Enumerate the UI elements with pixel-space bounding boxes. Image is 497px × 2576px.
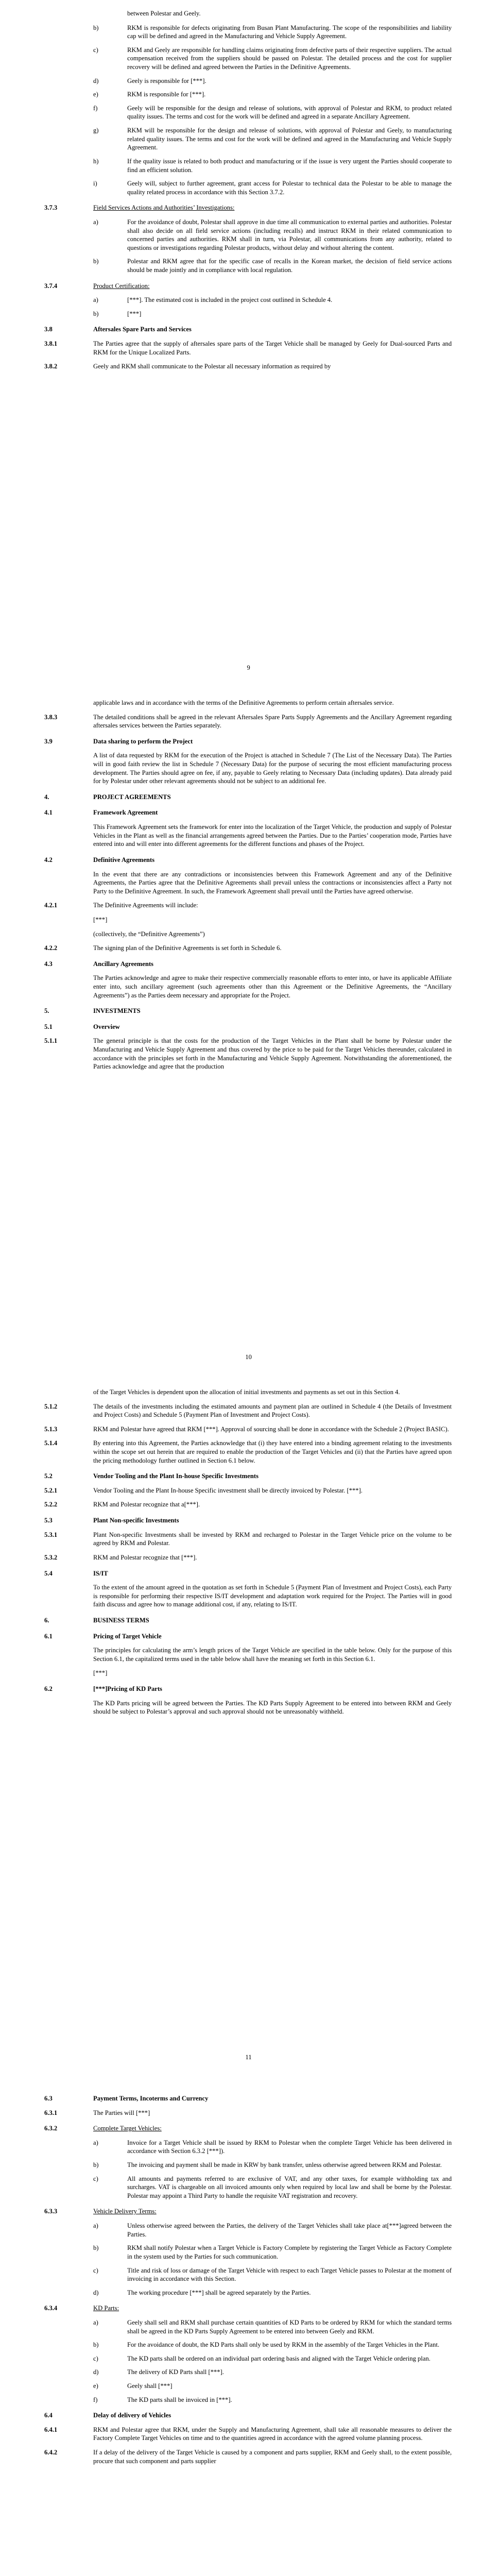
numbered-paragraph (0, 1531, 497, 1548)
list-item (93, 218, 452, 252)
section-number: 3.7.4 (44, 282, 58, 290)
paragraph-number: 5.1.1 (44, 1037, 58, 1045)
list-item (93, 126, 452, 152)
list-item (93, 296, 452, 304)
paragraph-text: The details of the investments including the estimated amounts and payment plan are outlined in Schedule 4 (the Details of Investment and Project Costs) and Schedule 5 (Payment Plan of Investment and Project Costs). (93, 1402, 452, 1419)
list-item-label: h) (93, 157, 99, 165)
paragraph-number: 5.3.2 (44, 1553, 58, 1561)
list-item-text: Polestar and RKM agree that for the specific case of recalls in the Korean market, the decision of field service actions should be made jointly and in compliance with local regulation. (127, 258, 452, 274)
numbered-paragraph (0, 362, 497, 371)
numbered-paragraph (0, 1486, 497, 1495)
continued-text (0, 1388, 497, 1397)
list-item-text: Title and risk of loss or damage of the Target Vehicle with respect to each Target Vehicle passes to Polestar at the moment of invoicing in accordance with this Section. (127, 2266, 452, 2283)
list-item-text: The KD parts shall be invoiced in [***]. (127, 2396, 232, 2403)
section-heading (0, 737, 497, 746)
paragraph-text: RKM and Polestar agree that RKM, under the Supply and Manufacturing Agreement, shall take all reasonable measures to deliver the Factory Complete Target Vehicles on time and to the quantities agreed in accordance with the agreed volume planning process. (93, 2426, 452, 2442)
numbered-paragraph (0, 1037, 497, 1071)
list-item (93, 77, 452, 86)
list-item (93, 310, 452, 318)
paragraph-text: applicable laws and in accordance with the terms of the Definitive Agreements to perform certain aftersales service. (93, 699, 394, 706)
list-item-label: e) (93, 2382, 98, 2390)
page-content (0, 9, 497, 377)
document-page-10 (0, 689, 497, 1379)
section-heading (0, 2207, 497, 2216)
paragraph-text: The signing plan of the Definitive Agreements is set forth in Schedule 6. (93, 944, 282, 952)
section-number: 6.3.3 (44, 2208, 58, 2215)
paragraph-number: 5.3.1 (44, 1531, 58, 1538)
paragraph-number: 5.1.3 (44, 1425, 58, 1433)
list-item-label: b) (93, 2244, 99, 2252)
section-title: Plant Non-specific Investments (93, 1517, 179, 1524)
paragraph-text: Geely and RKM shall communicate to the Polestar all necessary information as required by (93, 363, 331, 370)
list-item-label: a) (93, 296, 98, 304)
document-page-12 (0, 2078, 497, 2576)
section-heading (0, 793, 497, 802)
section-number: 6.3 (44, 2095, 53, 2102)
section-title: Ancillary Agreements (93, 960, 153, 968)
list-item-label: i) (93, 180, 97, 188)
paragraph-text: The Parties agree that the supply of aftersales spare parts of the Target Vehicle shall be managed by Geely for Dual-sourced Parts and RKM for the Unique Localized Parts. (93, 340, 452, 356)
list-item-text: RKM and Geely are responsible for handling claims originating from defective parts of their respective suppliers. The actual compensation received from the suppliers should be passed on Polestar. The detailed process and the cost for supplier recovery will be defined and agreed between the Parties in the Definitive Agreements. (127, 46, 452, 71)
section-heading (0, 2304, 497, 2313)
section-number: 6.3.2 (44, 2125, 58, 2132)
list-item (93, 2244, 452, 2261)
numbered-paragraph (0, 1402, 497, 1419)
paragraph-text: Plant Non-specific Investments shall be invested by RKM and recharged to Polestar in the Target Vehicle price on the volume to be agreed by RKM and Polestar. (93, 1531, 452, 1547)
paragraph (0, 1646, 497, 1663)
list-item (93, 157, 452, 174)
document-page-9 (0, 0, 497, 689)
section-heading (0, 282, 497, 291)
numbered-paragraph (0, 340, 497, 357)
list-item-label: c) (93, 2175, 98, 2182)
numbered-paragraph (0, 1425, 497, 1434)
list-item-label: a) (93, 2318, 98, 2326)
list-item-text: Unless otherwise agreed between the Parties, the delivery of the Target Vehicles shall take place at[***]agreed between the Parties. (127, 2222, 452, 2238)
section-heading (0, 325, 497, 334)
paragraph (0, 1669, 497, 1677)
list-item-text: For the avoidance of doubt, Polestar shall approve in due time all communication to external parties and authorities. Polestar shall also decide on all field service actions (including recalls) and instruct RKM in their related communication to concerned parties and authorities. RKM shall in turn, via Polestar, all communications from any authority, related to questions or investigations regarding Polestar products, without delay and without altering the content. (127, 218, 452, 251)
section-heading (0, 960, 497, 969)
section-heading (0, 856, 497, 865)
section-title: Pricing of Target Vehicle (93, 1632, 162, 1640)
paragraph-number: 6.4.1 (44, 2426, 58, 2433)
list-item-text: Geely shall sell and RKM shall purchase certain quantities of KD Parts to be ordered by RKM for which the standard terms shall be agreed in the KD Parts Supply Agreement to be entered into between Geely and RKM. (127, 2318, 452, 2335)
list-item-label: f) (93, 2396, 98, 2403)
list-item (93, 2341, 452, 2349)
paragraph-text: Vendor Tooling and the Plant In-house Specific investment shall be directly invoiced by Polestar. [***]. (93, 1486, 363, 1494)
paragraph-text: If a delay of the delivery of the Target Vehicle is caused by a component and parts supplier, RKM and Geely shall, to the extent possible, procure that such component and parts supplier (93, 2449, 452, 2465)
list-item-label: f) (93, 104, 98, 112)
section-heading (0, 1685, 497, 1693)
paragraph (0, 974, 497, 999)
continued-text (0, 699, 497, 707)
section-title: KD Parts: (93, 2304, 119, 2312)
paragraph-text: By entering into this Agreement, the Parties acknowledge that (i) they have entered into a binding agreement relating to the investments within the scope set out herein that are required to enable the production of the Target Vehicles and (ii) that the Parties have agreed upon the pricing methodology further outlined in Section 6.1 below. (93, 1439, 452, 1464)
list-item (93, 24, 452, 41)
document-page-11 (0, 1379, 497, 2078)
paragraph-text: This Framework Agreement sets the framework for enter into the localization of the Target Vehicle, the production and supply of Polestar Vehicles in the Plant as well as the financial arrangements agreed between the Parties. Due to the Parties’ cooperation mode, Parties have entered into and will enter into different agreements for the different functions and phases of the Project. (93, 823, 452, 848)
section-number: 3.9 (44, 737, 53, 745)
list-item-label: c) (93, 2266, 98, 2274)
paragraph (0, 916, 497, 924)
page-content (0, 1388, 497, 1722)
section-number: 4.3 (44, 960, 53, 968)
list-item-label: b) (93, 24, 99, 31)
list-item-label: d) (93, 2368, 99, 2376)
numbered-paragraph (0, 713, 497, 730)
list-item (93, 2354, 452, 2363)
section-heading (0, 1023, 497, 1031)
list-item-text: RKM is responsible for defects originating from Busan Plant Manufacturing. The scope of the responsibilities and liability cap will be defined and agreed in the Manufacturing and Vehicle Supply Agreement. (127, 24, 452, 40)
list-item-label: a) (93, 2222, 98, 2230)
section-title: Vehicle Delivery Terms: (93, 2208, 157, 2215)
section-title: Definitive Agreements (93, 856, 155, 863)
section-heading (0, 1007, 497, 1015)
list-item-label: e) (93, 91, 98, 98)
section-heading (0, 1516, 497, 1525)
section-title: Payment Terms, Incoterms and Currency (93, 2095, 209, 2102)
list-item-text: RKM will be responsible for the design and release of solutions, with approval of Polestar and Geely, to manufacturing related quality issues. The terms and cost for the work will be defined and agreed in the Manufacturing and Vehicle Supply Agreement. (127, 127, 452, 151)
section-title: IS/IT (93, 1569, 108, 1577)
numbered-paragraph (0, 2109, 497, 2117)
numbered-paragraph (0, 944, 497, 953)
section-heading (0, 2124, 497, 2133)
section-title: Field Services Actions and Authorities’ Investigations: (93, 204, 235, 212)
paragraph-number: 4.2.1 (44, 902, 58, 909)
list-item (93, 2382, 452, 2391)
paragraph-text: (collectively, the “Definitive Agreements”) (93, 930, 205, 938)
section-title: Vendor Tooling and the Plant In-house Specific Investments (93, 1472, 259, 1480)
numbered-paragraph (0, 1500, 497, 1509)
list-item-text: Geely will, subject to further agreement, grant access for Polestar to technical data the Polestar to be able to manage the quality related process in accordance with this Section 3.7.2. (127, 180, 452, 196)
paragraph-number: 5.1.2 (44, 1402, 58, 1410)
paragraph-text: In the event that there are any contradictions or inconsistencies between this Framework Agreement and any of the Definitive Agreements, the Parties agree that the Definitive Agreements shall prevail unless the contractions or inconsistencies affect a Party not Party to the Definitive Agreement. In such, the Framework Agreement shall prevail until the Parties have agreed otherwise. (93, 870, 452, 895)
list-item-text: The delivery of KD Parts shall [***]. (127, 2368, 224, 2376)
list-item-label: d) (93, 2289, 99, 2296)
paragraph (0, 870, 497, 896)
list-item (93, 104, 452, 121)
section-title: Overview (93, 1023, 120, 1030)
paragraph-number: 3.8.1 (44, 340, 58, 348)
section-heading (0, 1472, 497, 1481)
section-number: 6.1 (44, 1632, 53, 1640)
section-number: 5.2 (44, 1472, 53, 1480)
section-heading (0, 808, 497, 817)
paragraph-text: RKM and Polestar recognize that a[***]. (93, 1501, 200, 1509)
section-title: Framework Agreement (93, 809, 158, 817)
list-item (93, 2396, 452, 2404)
page-number: 9 (247, 664, 250, 671)
section-number: 5.3 (44, 1517, 53, 1524)
list-item (93, 2289, 452, 2297)
section-number: 4. (44, 793, 49, 801)
paragraph-number: 5.2.2 (44, 1501, 58, 1509)
numbered-paragraph (0, 2426, 497, 2443)
section-number: 4.1 (44, 809, 53, 817)
paragraph-text: A list of data requested by RKM for the execution of the Project is attached in Schedule 7 (The List of the Necessary Data). The Parties will in good faith review the list in Schedule 7 (Necessary Data) for the purpose of securing the most efficient manufacturing process development. The Parties should agree on fee, if any, payable to Geely relating to Necessary Data (including updates). Data already paid for by Polestar under other relevant agreements should not be subject to an additional fee. (93, 752, 452, 785)
paragraph-number: 5.1.4 (44, 1439, 58, 1447)
paragraph-text: [***] (93, 916, 108, 923)
paragraph-text: RKM and Polestar recognize that [***]. (93, 1553, 197, 1561)
paragraph-text: RKM and Polestar have agreed that RKM [***]. Approval of sourcing shall be done in accordance with the Schedule 2 (Project BASIC). (93, 1425, 449, 1433)
numbered-paragraph (0, 901, 497, 910)
list-item-text: Geely is responsible for [***]. (127, 77, 207, 84)
page-content (0, 2087, 497, 2471)
continued-text: between Polestar and Geely. (127, 10, 201, 17)
section-heading (0, 204, 497, 212)
list-item (93, 2368, 452, 2377)
section-title: INVESTMENTS (93, 1007, 141, 1015)
list-item-text: [***]. The estimated cost is included in the project cost outlined in Schedule 4. (127, 296, 333, 304)
list-item (93, 2222, 452, 2239)
paragraph (0, 1583, 497, 1609)
section-number: 6.4 (44, 2412, 53, 2419)
section-heading (0, 2411, 497, 2420)
list-item-text: For the avoidance of doubt, the KD Parts shall only be used by RKM in the assembly of the Target Vehicles in the Plant. (127, 2341, 439, 2349)
paragraph-text: To the extent of the amount agreed in the quotation as set forth in Schedule 5 (Payment Plan of Investment and Project Costs), each Party is responsible for performing their respective IS/IT development and adaptation work required for the Project. The Parties will in good faith discuss and agree how to manage additional cost, if any, relating to IS/IT. (93, 1584, 452, 1608)
list-item (93, 179, 452, 196)
numbered-paragraph (0, 2448, 497, 2465)
page-number: 10 (245, 1353, 252, 1361)
list-item-label: c) (93, 46, 98, 54)
page-content (0, 699, 497, 1077)
section-heading (0, 2094, 497, 2103)
numbered-paragraph (0, 1439, 497, 1465)
section-title: Aftersales Spare Parts and Services (93, 326, 192, 333)
paragraph-text: The general principle is that the costs for the production of the Target Vehicles in the Plant shall be borne by Polestar under the Manufacturing and Vehicle Supply Agreement and thus covered by the price to be paid for the Target Vehicles thereunder, calculated in accordance with the principles set forth in the Manufacturing and Vehicle Supply Agreement. Notwithstanding the aforementioned, the Parties acknowledge and agree that the production (93, 1037, 452, 1071)
paragraph (0, 823, 497, 849)
paragraph-text: The Definitive Agreements will include: (93, 902, 198, 909)
paragraph-number: 4.2.2 (44, 944, 58, 952)
list-item (93, 2139, 452, 2156)
section-number: 5.1 (44, 1023, 53, 1030)
section-title: Data sharing to perform the Project (93, 737, 193, 745)
section-number: 6.2 (44, 1685, 53, 1693)
section-number: 4.2 (44, 856, 53, 863)
list-item-text: If the quality issue is related to both product and manufacturing or if the issue is very urgent the Parties should cooperate to find an efficient solution. (127, 157, 452, 174)
paragraph (0, 930, 497, 939)
section-title: Delay of delivery of Vehicles (93, 2412, 172, 2419)
section-number: 6. (44, 1616, 49, 1624)
list-item-label: a) (93, 218, 98, 226)
paragraph (0, 1699, 497, 1716)
list-item-text: Geely will be responsible for the design and release of solutions, with approval of Polestar and RKM, to product related quality issues. The terms and cost for the work will be defined and agreed in a separate Ancillary Agreement. (127, 104, 452, 121)
paragraph-number: 3.8.3 (44, 713, 58, 721)
section-number: 5.4 (44, 1569, 53, 1577)
section-heading (0, 1632, 497, 1641)
section-title: BUSINESS TERMS (93, 1616, 149, 1624)
list-item-text: The invoicing and payment shall be made in KRW by bank transfer, unless otherwise agreed between RKM and Polestar. (127, 2161, 442, 2169)
list-item-label: a) (93, 2139, 98, 2146)
paragraph-text: The Parties acknowledge and agree to make their respective commercially reasonable efforts to enter into, or have its applicable Affiliate enter into, such ancillary agreement (such agreements other than this Agreement or the Definitive Agreements, the “Ancillary Agreements”) as the Parties deem necessary and appropriate for the Project. (93, 974, 452, 999)
list-item-text: The working procedure [***] shall be agreed separately by the Parties. (127, 2289, 311, 2296)
paragraph-text: The detailed conditions shall be agreed in the relevant Aftersales Spare Parts Supply Agreements and the Ancillary Agreement regarding aftersales services between the Parties separately. (93, 713, 452, 730)
list-item (93, 2175, 452, 2200)
section-heading (0, 1616, 497, 1625)
list-item (93, 2266, 452, 2283)
list-item-label: g) (93, 127, 99, 134)
page-number: 11 (245, 2054, 252, 2061)
list-item-text: The KD parts shall be ordered on an individual part ordering basis and aligned with the Target Vehicle ordering plan. (127, 2354, 431, 2362)
paragraph-text: [***] (93, 1669, 108, 1677)
paragraph-text: of the Target Vehicles is dependent upon the allocation of initial investments and payments as set out in this Section 4. (93, 1388, 400, 1396)
section-title: [***]Pricing of KD Parts (93, 1685, 162, 1693)
section-title: PROJECT AGREEMENTS (93, 793, 171, 801)
paragraph-number: 6.3.1 (44, 2109, 58, 2116)
paragraph-text: The principles for calculating the arm’s length prices of the Target Vehicle are specified in the table below. Only for the purpose of this Section 6.1, the capitalized terms used in the table below shall have the meaning set forth in this Section 6.1. (93, 1647, 452, 1663)
list-item-label: c) (93, 2354, 98, 2362)
paragraph-number: 6.4.2 (44, 2449, 58, 2456)
section-number: 6.3.4 (44, 2304, 58, 2312)
section-title: Product Certification: (93, 282, 150, 290)
list-item-text: Invoice for a Target Vehicle shall be issued by RKM to Polestar when the complete Target Vehicle has been delivered in accordance with Section 6.3.2 [***]). (127, 2139, 452, 2155)
numbered-paragraph (0, 1553, 497, 1562)
list-item-label: b) (93, 258, 99, 265)
paragraph-number: 5.2.1 (44, 1486, 58, 1494)
section-heading (0, 1569, 497, 1578)
list-item-label: d) (93, 77, 99, 84)
paragraph-text: The Parties will [***] (93, 2109, 150, 2116)
list-item-text: [***] (127, 310, 142, 317)
list-item-text: Geely shall [***] (127, 2382, 173, 2390)
paragraph-text: The KD Parts pricing will be agreed between the Parties. The KD Parts Supply Agreement to be entered into between RKM and Geely should be subject to Polestar’s approval and such approval should not be unreasonably withheld. (93, 1699, 452, 1716)
list-item-text: All amounts and payments referred to are exclusive of VAT, and any other taxes, for example withholding tax and surcharges. VAT is chargeable on all invoiced amounts only when required by local law and shall be borne by the Polestar. Polestar may appoint a Third Party to handle the requisite VAT registration and recovery. (127, 2175, 452, 2199)
paragraph-number: 3.8.2 (44, 363, 58, 370)
paragraph (0, 751, 497, 785)
list-item-label: b) (93, 2161, 99, 2169)
section-title: Complete Target Vehicles: (93, 2125, 162, 2132)
list-item (93, 2161, 452, 2170)
list-item (93, 2318, 452, 2335)
section-number: 3.7.3 (44, 204, 58, 212)
list-item (93, 90, 452, 99)
list-item (93, 257, 452, 274)
section-number: 5. (44, 1007, 49, 1015)
list-item (93, 46, 452, 72)
list-item-text: RKM shall notify Polestar when a Target Vehicle is Factory Complete by registering the Target Vehicle as Factory Complete in the system used by the Parties for such communication. (127, 2244, 452, 2260)
list-item-label: b) (93, 2341, 99, 2349)
section-number: 3.8 (44, 326, 53, 333)
list-item-text: RKM is responsible for [***]. (127, 91, 206, 98)
list-item-label: b) (93, 310, 99, 317)
